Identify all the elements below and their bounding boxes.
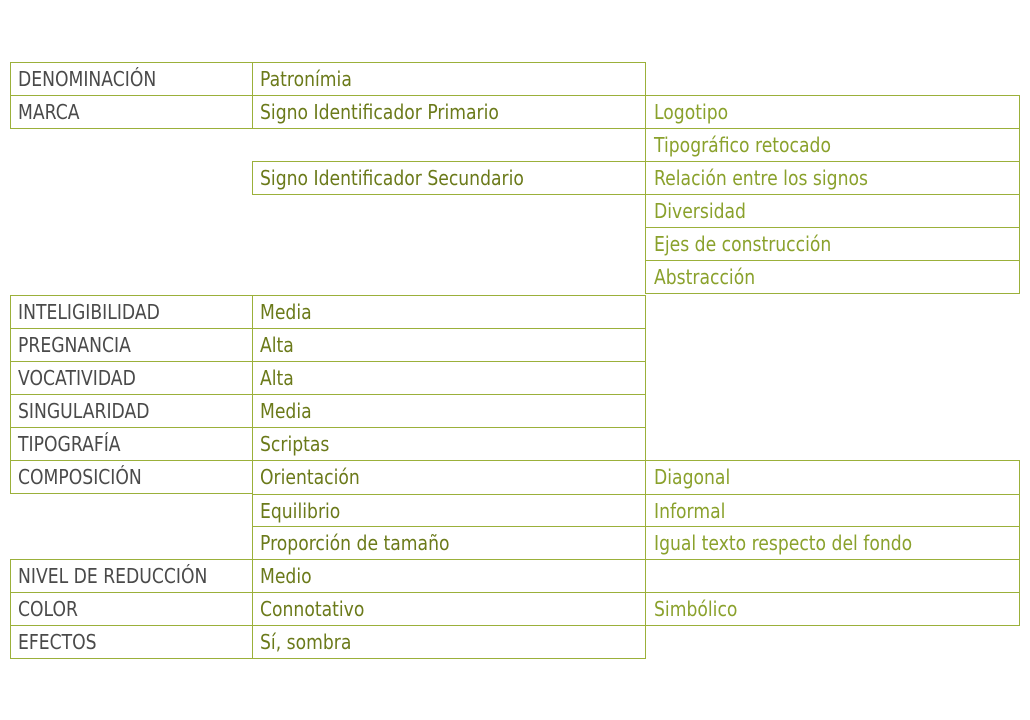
detail-simbolico: Simbólico <box>654 597 738 621</box>
label-pregnancia: PREGNANCIA <box>18 333 131 357</box>
label-composicion: COMPOSICIÓN <box>18 465 142 489</box>
col-border <box>1019 95 1020 294</box>
col-border <box>645 62 646 294</box>
detail-informal: Informal <box>654 498 726 523</box>
col-border <box>252 161 253 195</box>
detail-diversidad: Diversidad <box>654 199 746 223</box>
row-border <box>10 128 645 129</box>
row-border <box>646 293 1020 294</box>
detail-igual-texto: Igual texto respecto del fondo <box>654 531 913 555</box>
col-border <box>10 559 11 659</box>
col-border <box>645 460 646 659</box>
label-nivel-reduccion: NIVEL DE REDUCCIÓN <box>18 564 208 588</box>
detail-ejes: Ejes de construcción <box>654 232 832 256</box>
col-border <box>1019 460 1020 626</box>
detail-relacion: Relación entre los signos <box>654 166 868 190</box>
col-border <box>10 62 11 129</box>
value-inteligibilidad: Media <box>260 300 312 324</box>
value-marca-secundario: Signo Identificador Secundario <box>260 166 524 190</box>
col-border <box>645 295 646 461</box>
detail-tipografico: Tipográfico retocado <box>654 133 831 157</box>
detail-diagonal: Diagonal <box>654 465 731 489</box>
value-singularidad: Media <box>260 399 312 423</box>
value-efectos: Sí, sombra <box>260 630 352 654</box>
label-color: COLOR <box>18 597 79 621</box>
value-marca-primario: Signo Identificador Primario <box>260 100 499 124</box>
value-tipografia: Scriptas <box>260 432 330 456</box>
detail-logotipo: Logotipo <box>654 100 729 124</box>
value-color: Connotativo <box>260 597 365 621</box>
label-denominacion: DENOMINACIÓN <box>18 67 157 91</box>
col-border <box>252 295 253 659</box>
value-denominacion: Patronímia <box>260 67 352 91</box>
row-border <box>10 658 645 659</box>
col-border <box>10 295 11 494</box>
value-orientacion: Orientación <box>260 465 360 489</box>
label-efectos: EFECTOS <box>18 630 97 654</box>
value-proporcion: Proporción de tamaño <box>260 531 450 555</box>
value-pregnancia: Alta <box>260 333 294 357</box>
label-tipografia: TIPOGRAFÍA <box>18 432 121 456</box>
value-vocatividad: Alta <box>260 366 294 390</box>
label-inteligibilidad: INTELIGIBILIDAD <box>18 300 160 324</box>
label-singularidad: SINGULARIDAD <box>18 399 150 423</box>
label-vocatividad: VOCATIVIDAD <box>18 366 136 390</box>
value-equilibrio: Equilibrio <box>260 498 341 523</box>
value-nivel-reduccion: Medio <box>260 564 312 588</box>
col-border <box>252 62 253 129</box>
label-marca: MARCA <box>18 100 80 124</box>
row-border <box>10 493 252 494</box>
detail-abstraccion: Abstracción <box>654 265 756 289</box>
